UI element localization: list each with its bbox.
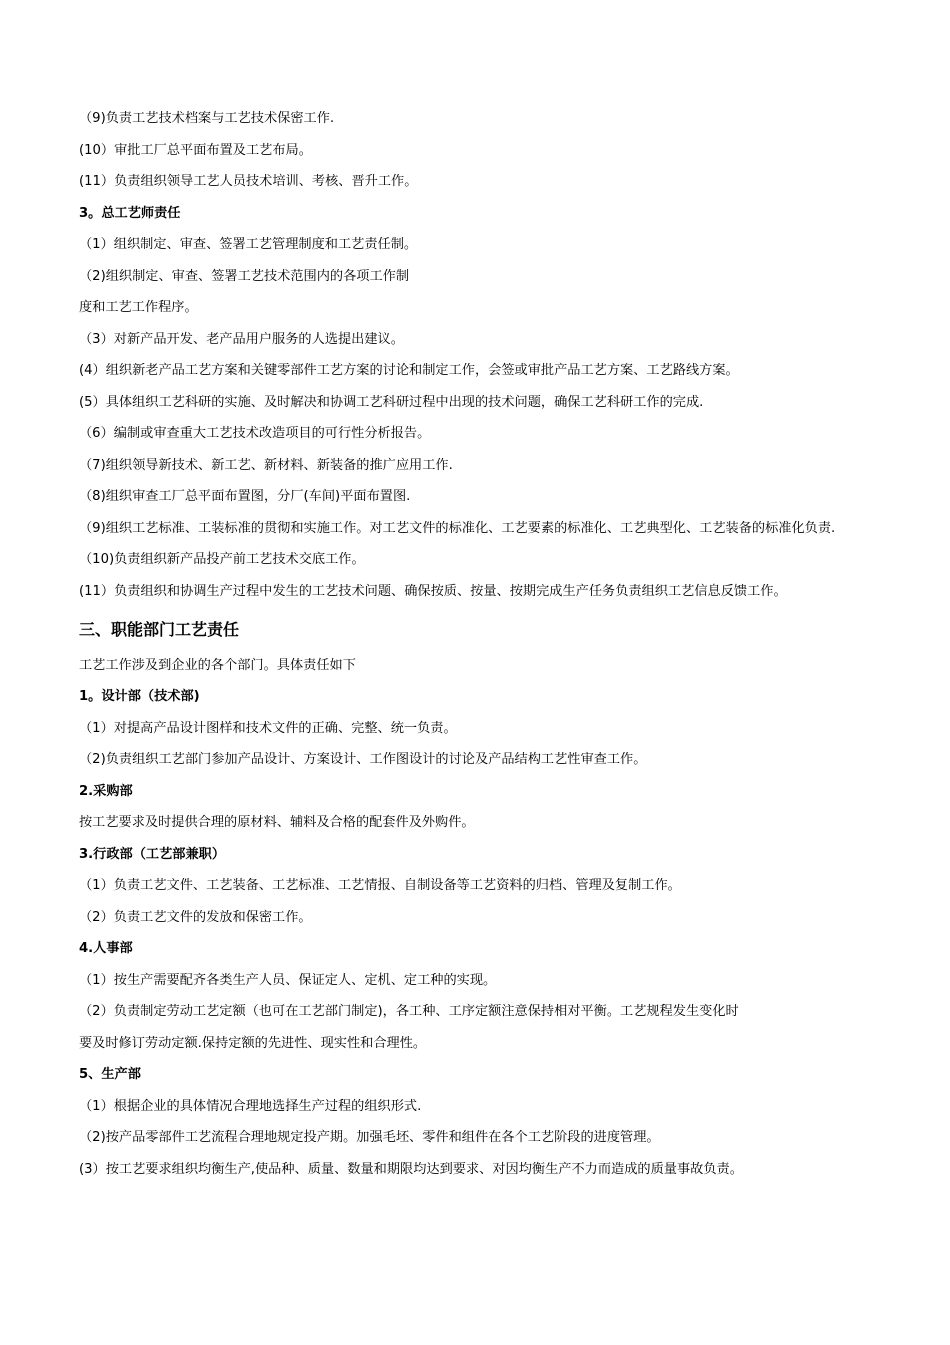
heading-purchasing-dept: 2.采购部 <box>79 783 133 799</box>
production-clause-1: （1）根据企业的具体情况合理地选择生产过程的组织形式. <box>79 1098 422 1114</box>
heading-production-dept: 5、生产部 <box>79 1067 141 1082</box>
purchasing-clause: 按工艺要求及时提供合理的原材料、辅料及合格的配套件及外购件。 <box>79 815 475 830</box>
heading-design-dept: 1。设计部（技术部) <box>79 689 200 704</box>
chief-clause-10: （10)负责组织新产品投产前工艺技术交底工作。 <box>79 552 365 567</box>
chief-clause-6: （6）编制或审查重大工艺技术改造项目的可行性分析报告。 <box>79 426 431 441</box>
heading-admin-dept: 3.行政部（工艺部兼职） <box>79 846 226 862</box>
section-heading-3: 三、职能部门工艺责任 <box>79 619 240 639</box>
clause-10-layout-approval: (10）审批工厂总平面布置及工艺布局。 <box>79 142 312 158</box>
chief-clause-9: （9)组织工艺标准、工装标准的贯彻和实施工作。对工艺文件的标准化、工艺要素的标准化、工艺典型化、工艺装备的标准化负责. <box>79 520 836 536</box>
chief-clause-2-line1: （2)组织制定、审查、签署工艺技术范围内的各项工作制 <box>79 268 410 284</box>
production-clause-3: (3）按工艺要求组织均衡生产,使品种、质量、数量和期限均达到要求、对因均衡生产不力而造成的质量事故负责。 <box>79 1161 743 1177</box>
chief-clause-1: （1）组织制定、审查、签署工艺管理制度和工艺责任制。 <box>79 237 418 252</box>
hr-clause-2-line2: 要及时修订劳动定额.保持定额的先进性、现实性和合理性。 <box>79 1035 427 1051</box>
chief-clause-11: (11）负责组织和协调生产过程中发生的工艺技术问题、确保按质、按量、按期完成生产任务负责组织工艺信息反馈工作。 <box>79 583 787 599</box>
design-clause-2: （2)负责组织工艺部门参加产品设计、方案设计、工作图设计的讨论及产品结构工艺性审查工作。 <box>79 752 647 767</box>
chief-clause-3: （3）对新产品开发、老产品用户服务的人选提出建议。 <box>79 331 404 347</box>
admin-clause-1: （1）负责工艺文件、工艺装备、工艺标准、工艺情报、自制设备等工艺资料的归档、管理及复制工作。 <box>79 878 681 893</box>
chief-clause-4: (4）组织新老产品工艺方案和关键零部件工艺方案的讨论和制定工作，会签或审批产品工艺方案、工艺路线方案。 <box>79 363 739 378</box>
admin-clause-2: （2）负责工艺文件的发放和保密工作。 <box>79 909 312 925</box>
heading-chief-technologist: 3。总工艺师责任 <box>79 205 181 221</box>
clause-11-training: (11）负责组织领导工艺人员技术培训、考核、晋升工作。 <box>79 174 418 189</box>
section-intro: 工艺工作涉及到企业的各个部门。具体责任如下 <box>79 657 356 673</box>
document-page <box>79 108 869 1190</box>
heading-hr-dept: 4.人事部 <box>79 941 133 956</box>
chief-clause-8: （8)组织审查工厂总平面布置图，分厂(车间)平面布置图. <box>79 489 411 504</box>
hr-clause-2-line1: （2）负责制定劳动工艺定额（也可在工艺部门制定)，各工种、工序定额注意保持相对平衡。工艺规程发生变化时 <box>79 1004 739 1019</box>
clause-9-archives: （9)负责工艺技术档案与工艺技术保密工作. <box>79 111 335 126</box>
chief-clause-7: （7)组织领导新技术、新工艺、新材料、新装备的推广应用工作. <box>79 457 453 473</box>
hr-clause-1: （1）按生产需要配齐各类生产人员、保证定人、定机、定工种的实现。 <box>79 972 497 988</box>
production-clause-2: （2)按产品零部件工艺流程合理地规定投产期。加强毛坯、零件和组件在各个工艺阶段的进度管理。 <box>79 1130 660 1145</box>
chief-clause-5: (5）具体组织工艺科研的实施、及时解决和协调工艺科研过程中出现的技术问题，确保工艺科研工作的完成. <box>79 394 704 410</box>
chief-clause-2-line2: 度和工艺工作程序。 <box>79 300 198 315</box>
design-clause-1: （1）对提高产品设计图样和技术文件的正确、完整、统一负责。 <box>79 720 457 736</box>
